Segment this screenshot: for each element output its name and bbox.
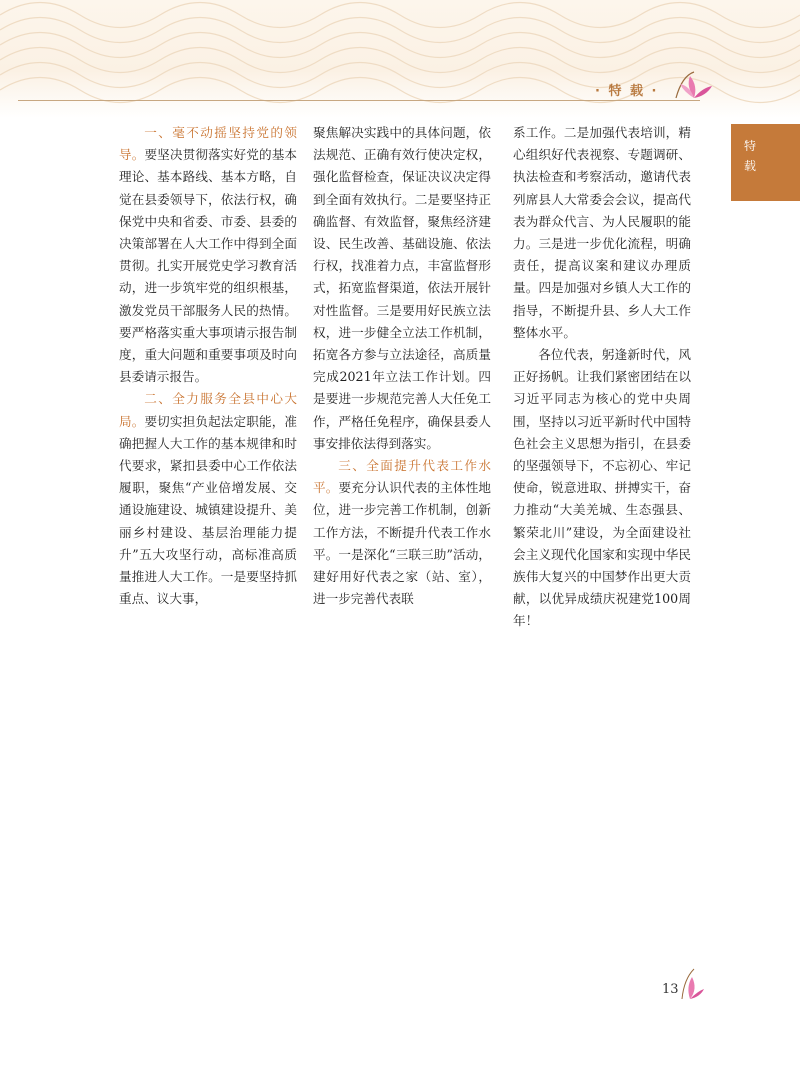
paragraph-1 (119, 122, 297, 388)
section-heading-1: 一、毫不动摇坚持党的领导。 (119, 125, 297, 163)
paragraph-2 (119, 388, 297, 610)
text-column-3 (513, 122, 691, 633)
paragraph-3: 聚焦解决实践中的具体问题，依法规范、正确有效行使决定权，强化监督检查，保证决议决定得到全面有效执行。二是要坚持正确监督、有效监督，聚焦经济建设、民生改善、基础设施、依法行权，找准着力点，丰富监督形式，拓宽监督渠道，依法开展针对性监督。三是要用好民族立法权，进一步健全立法工作机制，拓宽各方参与立法途径，高质量完成2021年立法工作计划。四是要进一步规范完善人大任免工作，严格任免程序，确保县委人事安排依法得到落实。 (313, 125, 491, 451)
header-rule (18, 100, 700, 101)
paragraph-2-body: 要切实担负起法定职能，准确把握人大工作的基本规律和时代要求，紧扣县委中心工作依法履职，聚焦“产业倍增发展、交通设施建设、城镇建设提升、美丽乡村建设、基层治理能力提升”五大攻坚行动，高标准高质量推进人大工作。一是要坚持抓重点、议大事， (119, 413, 298, 607)
section-label: · 特 载 · (595, 84, 659, 99)
paragraph-6: 各位代表，躬逢新时代，风正好扬帆。让我们紧密团结在以习近平同志为核心的党中央周围，坚持以习近平新时代中国特色社会主义思想为指引，在县委的坚强领导下，不忘初心、牢记使命，锐意进取、拼搏实干，奋力推动“大美羌城、生态强县、繁荣北川”建设，为全面建设社会主义现代化国家和实现中华民族伟大复兴的中国梦作出更大贡献，以优异成绩庆祝建党100周年！ (513, 347, 691, 629)
text-column-1 (119, 122, 297, 610)
paragraph-4 (313, 455, 491, 610)
footer-lotus-icon (678, 967, 706, 1001)
side-tab-line2: 载 (744, 159, 757, 173)
paragraph-4-body: 要充分认识代表的主体性地位，进一步完善工作机制，创新工作方法，不断提升代表工作水平。一是深化“三联三助”活动，建好用好代表之家（站、室），进一步完善代表联 (313, 480, 492, 607)
paragraph-5: 系工作。二是加强代表培训，精心组织好代表视察、专题调研、执法检查和考察活动，邀请代表列席县人大常委会会议，提高代表为群众代言、为人民履职的能力。三是进一步优化流程，明确责任，提高议案和建议办理质量。四是加强对乡镇人大工作的指导，不断提升县、乡人大工作整体水平。 (513, 125, 691, 340)
page-number: 13 (662, 982, 679, 997)
side-tab (731, 124, 800, 201)
paragraph-1-body: 要坚决贯彻落实好党的基本理论、基本路线、基本方略，自觉在县委领导下，依法行权，确保党中央和省委、市委、县委的决策部署在人大工作中得到全面贯彻。扎实开展党史学习教育活动，进一步筑牢党的组织根基，激发党员干部服务人民的热情。要严格落实重大事项请示报告制度，重大问题和重要事项及时向县委请示报告。 (119, 147, 298, 385)
lotus-logo-icon (672, 68, 716, 104)
side-tab-line1: 特 (744, 139, 757, 153)
section-heading-2: 二、全力服务全县中心大局。 (119, 391, 297, 429)
section-heading-3: 三、全面提升代表工作水平。 (313, 458, 491, 496)
text-column-2 (313, 122, 491, 610)
